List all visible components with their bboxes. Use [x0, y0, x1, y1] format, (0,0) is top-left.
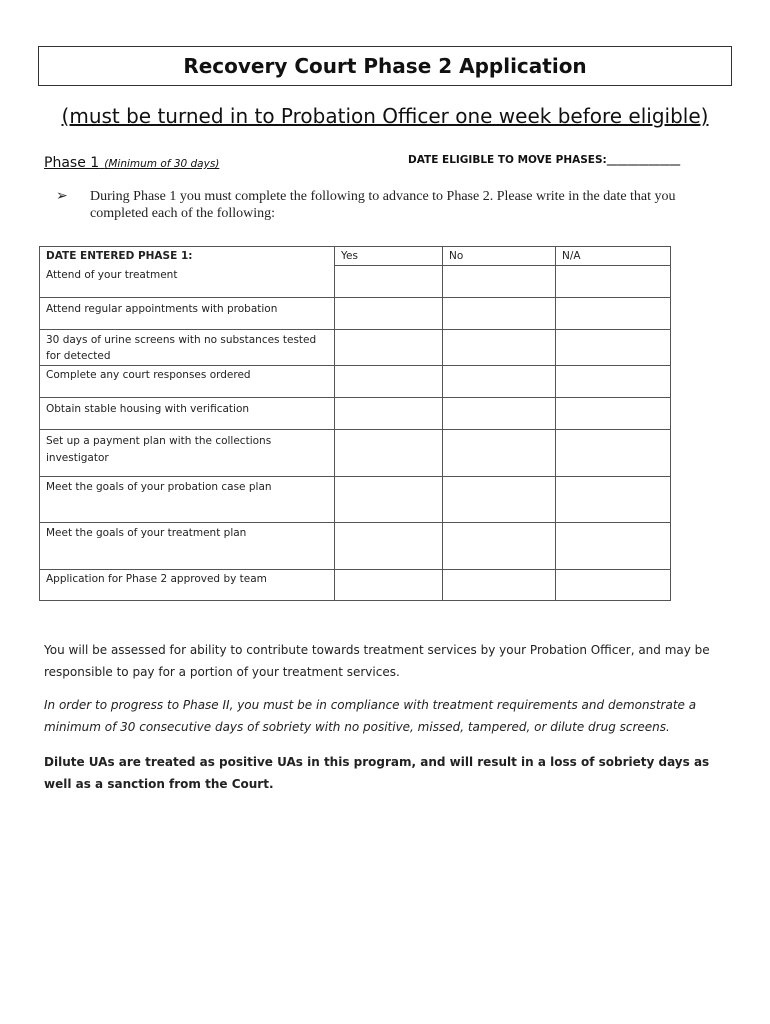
table-header-row [40, 247, 671, 266]
phase-label: Phase 1 [44, 155, 100, 171]
table-row [40, 477, 671, 523]
progress-paragraph: In order to progress to Phase II, you must be in compliance with treatment requirements and demonstrate a minimum of 30 consecutive days of sobriety with no positive, missed, tampered, or dilute drug screens. [44, 698, 697, 734]
na-cell[interactable] [556, 298, 671, 330]
na-cell[interactable] [556, 523, 671, 570]
document-title: Recovery Court Phase 2 Application [38, 46, 732, 86]
arrow-bullet-icon: ➢ [56, 189, 68, 204]
table-row [40, 523, 671, 570]
row-label: 30 days of urine screens with no substances tested for detected [40, 330, 335, 366]
row-label: Attend of your treatment [40, 266, 335, 298]
row-label: Complete any court responses ordered [40, 366, 335, 398]
row-label: Obtain stable housing with verification [40, 398, 335, 430]
table-row [40, 298, 671, 330]
yes-cell[interactable] [335, 477, 443, 523]
phase-heading [44, 152, 714, 172]
column-header-yes: Yes [335, 247, 443, 266]
phase-minimum: (Minimum of 30 days) [104, 158, 220, 170]
table-row [40, 266, 671, 298]
table-row [40, 330, 671, 366]
table-row [40, 366, 671, 398]
na-cell[interactable] [556, 477, 671, 523]
no-cell[interactable] [443, 366, 556, 398]
column-header-na: N/A [556, 247, 671, 266]
phase1-checklist-table [39, 246, 671, 601]
dilute-warning-paragraph: Dilute UAs are treated as positive UAs in this program, and will result in a loss of sobriety days as well as a sanction from the Court. [44, 755, 710, 791]
na-cell[interactable] [556, 430, 671, 477]
document-subtitle: (must be turned in to Probation Officer one week before eligible) [61, 104, 709, 128]
row-label: Application for Phase 2 approved by team [40, 570, 335, 601]
row-label: Meet the goals of your probation case plan [40, 477, 335, 523]
no-cell[interactable] [443, 570, 556, 601]
row-label: Attend regular appointments with probation [40, 298, 335, 330]
no-cell[interactable] [443, 266, 556, 298]
date-eligible-field[interactable]: DATE ELIGIBLE TO MOVE PHASES:______________ [408, 154, 681, 166]
na-cell[interactable] [556, 366, 671, 398]
yes-cell[interactable] [335, 330, 443, 366]
table-row [40, 570, 671, 601]
na-cell[interactable] [556, 330, 671, 366]
assessment-paragraph: You will be assessed for ability to contribute towards treatment services by your Probation Officer, and may be responsible to pay for a portion of your treatment services. [44, 643, 710, 679]
table-row [40, 430, 671, 477]
no-cell[interactable] [443, 523, 556, 570]
table-row [40, 398, 671, 430]
row-label: Meet the goals of your treatment plan [40, 523, 335, 570]
yes-cell[interactable] [335, 570, 443, 601]
no-cell[interactable] [443, 430, 556, 477]
na-cell[interactable] [556, 398, 671, 430]
date-entered-label: DATE ENTERED PHASE 1: [46, 250, 193, 262]
yes-cell[interactable] [335, 398, 443, 430]
yes-cell[interactable] [335, 298, 443, 330]
na-cell[interactable] [556, 570, 671, 601]
no-cell[interactable] [443, 477, 556, 523]
no-cell[interactable] [443, 330, 556, 366]
column-header-no: No [443, 247, 556, 266]
date-entered-cell[interactable] [40, 247, 335, 266]
na-cell[interactable] [556, 266, 671, 298]
yes-cell[interactable] [335, 430, 443, 477]
no-cell[interactable] [443, 398, 556, 430]
instruction-text: During Phase 1 you must complete the following to advance to Phase 2. Please write in the date that you completed each of the following: [90, 189, 676, 221]
yes-cell[interactable] [335, 266, 443, 298]
no-cell[interactable] [443, 298, 556, 330]
yes-cell[interactable] [335, 366, 443, 398]
row-label: Set up a payment plan with the collections investigator [40, 430, 335, 477]
yes-cell[interactable] [335, 523, 443, 570]
